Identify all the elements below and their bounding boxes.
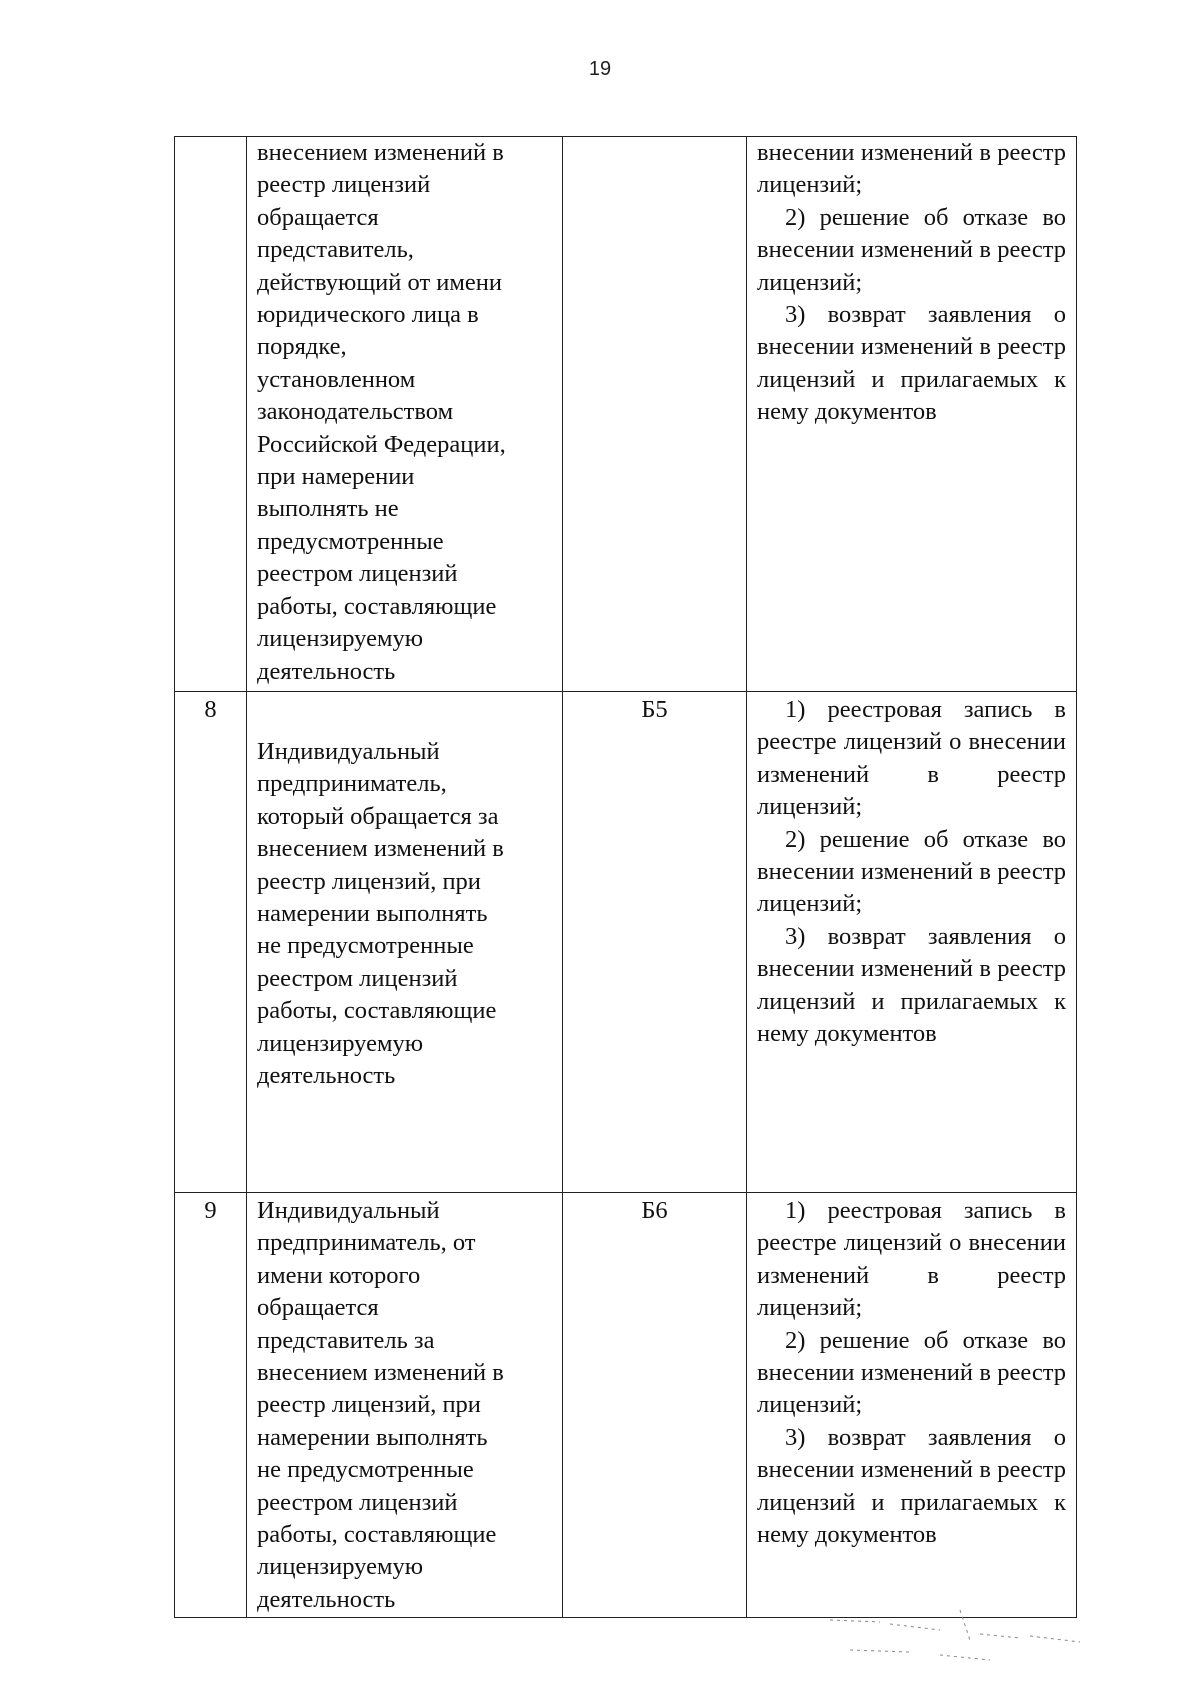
form-code: Б6 bbox=[563, 1193, 747, 1618]
description-line: деятельность bbox=[257, 1062, 396, 1090]
description-line: реестром лицензий bbox=[257, 560, 458, 588]
description-line: не предусмотренные bbox=[257, 932, 474, 960]
description-line: который обращается за bbox=[257, 802, 499, 830]
description-line: представитель, bbox=[257, 236, 414, 264]
description-line: намерении выполнять bbox=[257, 900, 488, 928]
scan-noise-marks bbox=[820, 1600, 1120, 1670]
form-code bbox=[563, 137, 747, 692]
description-line: порядке, bbox=[257, 333, 347, 361]
description-line: Российской Федерации, bbox=[257, 430, 506, 458]
description-line: деятельность bbox=[257, 657, 396, 685]
table-row bbox=[175, 137, 1077, 692]
applicant-description bbox=[247, 1193, 563, 1618]
row-number: 9 bbox=[175, 1193, 247, 1618]
description-line: Индивидуальный bbox=[257, 1197, 440, 1224]
description-line: законодательством bbox=[257, 398, 454, 426]
page-number: 19 bbox=[588, 58, 612, 80]
description-line: предусмотренные bbox=[257, 527, 444, 555]
licensing-table bbox=[174, 136, 1077, 1618]
description-line: реестром лицензий bbox=[257, 964, 458, 992]
description-line: работы, составляющие bbox=[257, 1521, 497, 1549]
description-line: деятельность bbox=[257, 1585, 396, 1613]
description-line: предприниматель, bbox=[257, 770, 447, 798]
service-result bbox=[747, 692, 1077, 1193]
description-line: работы, составляющие bbox=[257, 997, 497, 1025]
service-result bbox=[747, 1193, 1077, 1618]
result-paragraph: 2) решение об отказе во внесении изменений в реестр лицензий; bbox=[757, 203, 1066, 296]
description-line: юридического лица в bbox=[257, 301, 479, 329]
row-number: 8 bbox=[175, 692, 247, 1193]
result-paragraph: 3) возврат заявления о внесении изменений в реестр лицензий и прилагаемых к нему документов bbox=[757, 1423, 1066, 1549]
description-line: лицензируемую bbox=[257, 625, 424, 653]
applicant-description bbox=[247, 692, 563, 1193]
row-number bbox=[175, 137, 247, 692]
description-line: при намерении bbox=[257, 463, 415, 491]
description-line: лицензируемую bbox=[257, 1553, 424, 1581]
description-line: работы, составляющие bbox=[257, 592, 497, 620]
description-line: выполнять не bbox=[257, 495, 399, 523]
description-line: имени которого bbox=[257, 1261, 421, 1289]
result-paragraph: 2) решение об отказе во внесении изменений в реестр лицензий; bbox=[757, 825, 1066, 918]
service-result bbox=[747, 137, 1077, 692]
description-line: предприниматель, от bbox=[257, 1229, 476, 1257]
result-paragraph: внесении изменений в реестр лицензий; bbox=[757, 139, 1066, 199]
description-line: реестр лицензий bbox=[257, 171, 431, 199]
result-paragraph: 1) реестровая запись в реестре лицензий о внесении изменений в реестр лицензий; bbox=[757, 1197, 1066, 1322]
description-line: установленном bbox=[257, 365, 416, 393]
description-line: реестр лицензий, при bbox=[257, 867, 481, 895]
description-line: обращается bbox=[257, 203, 379, 231]
result-paragraph: 3) возврат заявления о внесении изменений в реестр лицензий и прилагаемых к нему документов bbox=[757, 922, 1066, 1048]
description-line: внесением изменений в bbox=[257, 139, 504, 166]
description-line: внесением изменений в bbox=[257, 835, 504, 863]
description-line: внесением изменений в bbox=[257, 1359, 504, 1387]
table-row bbox=[175, 692, 1077, 1193]
description-line: не предусмотренные bbox=[257, 1456, 474, 1484]
description-line: обращается bbox=[257, 1294, 379, 1322]
form-code: Б5 bbox=[563, 692, 747, 1193]
description-line: действующий от имени bbox=[257, 268, 502, 296]
result-paragraph: 3) возврат заявления о внесении изменений в реестр лицензий и прилагаемых к нему документов bbox=[757, 301, 1066, 426]
result-paragraph: 1) реестровая запись в реестре лицензий о внесении изменений в реестр лицензий; bbox=[757, 696, 1066, 821]
description-line: представитель за bbox=[257, 1326, 435, 1354]
result-paragraph: 2) решение об отказе во внесении изменений в реестр лицензий; bbox=[757, 1326, 1066, 1419]
table-row bbox=[175, 1193, 1077, 1618]
description-line: намерении выполнять bbox=[257, 1423, 488, 1451]
description-line: Индивидуальный bbox=[257, 738, 440, 765]
description-line: реестр лицензий, при bbox=[257, 1391, 481, 1419]
description-line: лицензируемую bbox=[257, 1029, 424, 1057]
applicant-description bbox=[247, 137, 563, 692]
description-line: реестром лицензий bbox=[257, 1488, 458, 1516]
